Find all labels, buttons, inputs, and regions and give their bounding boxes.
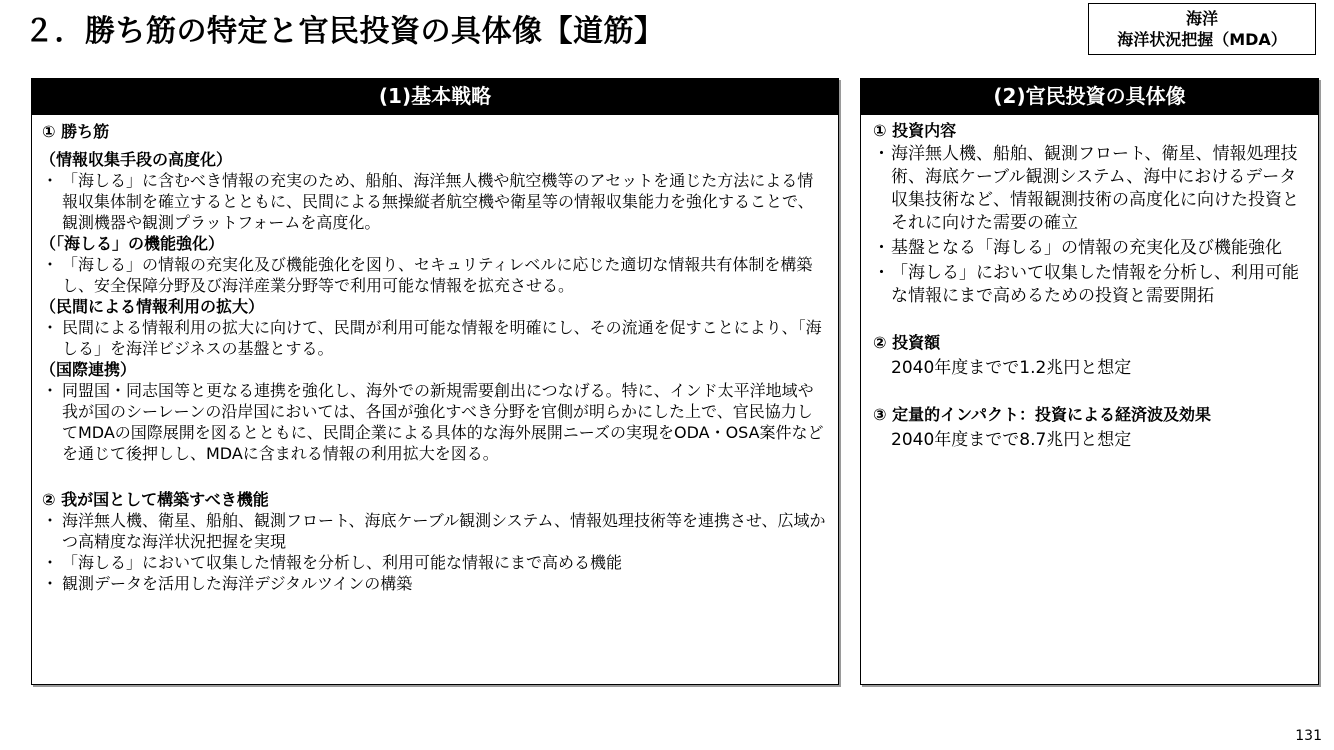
- subheading-info-collection: （情報収集手段の高度化）: [40, 150, 233, 169]
- winning-path-heading: ① 勝ち筋: [42, 122, 110, 141]
- bullet-investment-tech: ・ 海洋無人機、船舶、観測フロート、衛星、情報処理技術、海底ケーブル観測システム、海中におけるデータ収集技術など、情報観測技術の高度化に向けた投資とそれに向けた需要の確立: [873, 143, 1306, 235]
- investment-panel: [860, 78, 1319, 685]
- subheading-umishiru-function: （「海しる」の機能強化）: [40, 234, 225, 253]
- category-tag-line1: 海洋: [1185, 9, 1218, 28]
- investment-content-heading: ① 投資内容: [873, 121, 957, 140]
- bullet-international: ・ 同盟国・同志国等と更なる連携を強化し、海外での新規需要創出につなげる。特に、インド太平洋地域や我が国のシーレーンの沿岸国においては、各国が強化すべき分野を官側が明らかにした上で、官民協力してMDAの国際展開を図るとともに、民間企業による具体的な海外展開ニーズの実現をODA・OSA案件などを通じて後押しし、MDAに含まれる情報の利用拡大を図る。: [42, 380, 828, 464]
- category-tag-line2: 海洋状況把握（MDA）: [1117, 30, 1287, 49]
- investment-amount-text: 2040年度までで1.2兆円と想定: [891, 358, 1132, 378]
- page-number: 131: [1295, 728, 1322, 744]
- bullet-investment-analysis: ・ 「海しる」において収集した情報を分析し、利用可能な情報にまで高めるための投資と需要開拓: [873, 262, 1306, 308]
- subheading-international: （国際連携）: [40, 360, 137, 379]
- investment-header: (2)官民投資の具体像: [861, 79, 1318, 115]
- bullet-function-integration: ・ 海洋無人機、衛星、船舶、観測フロート、海底ケーブル観測システム、情報処理技術等を連携させ、広域かつ高精度な海洋状況把握を実現: [42, 510, 828, 552]
- bullet-info-collection: ・ 「海しる」に含むべき情報の充実のため、船舶、海洋無人機や航空機等のアセットを通じた方法による情報収集体制を確立するとともに、民間による無操縦者航空機や衛星等の情報収集能力を強化することで、観測機器や観測プラットフォームを高度化。: [42, 170, 828, 233]
- basic-strategy-panel: [31, 78, 839, 685]
- page-title: ２．勝ち筋の特定と官民投資の具体像【道筋】: [24, 14, 665, 49]
- required-functions-heading: ② 我が国として構築すべき機能: [42, 490, 269, 509]
- bullet-function-digital-twin: ・ 観測データを活用した海洋デジタルツインの構築: [42, 573, 828, 594]
- investment-amount-heading: ② 投資額: [873, 333, 941, 352]
- bullet-private-use: ・ 民間による情報利用の拡大に向けて、民間が利用可能な情報を明確にし、その流通を促すことにより、「海しる」を海洋ビジネスの基盤とする。: [42, 317, 828, 359]
- bullet-umishiru-function: ・ 「海しる」の情報の充実化及び機能強化を図り、セキュリティレベルに応じた適切な情報共有体制を構築し、安全保障分野及び海洋産業分野等で利用可能な情報を拡充させる。: [42, 254, 828, 296]
- basic-strategy-header: (1)基本戦略: [32, 79, 838, 115]
- category-tag-box: [1088, 3, 1316, 55]
- economic-impact-heading: ③ 定量的インパクト：投資による経済波及効果: [873, 405, 1211, 424]
- bullet-investment-umishiru: ・ 基盤となる「海しる」の情報の充実化及び機能強化: [873, 237, 1306, 260]
- economic-impact-text: 2040年度までで8.7兆円と想定: [891, 430, 1132, 450]
- bullet-function-analysis: ・ 「海しる」において収集した情報を分析し、利用可能な情報にまで高める機能: [42, 552, 828, 573]
- subheading-private-use: （民間による情報利用の拡大）: [40, 297, 265, 316]
